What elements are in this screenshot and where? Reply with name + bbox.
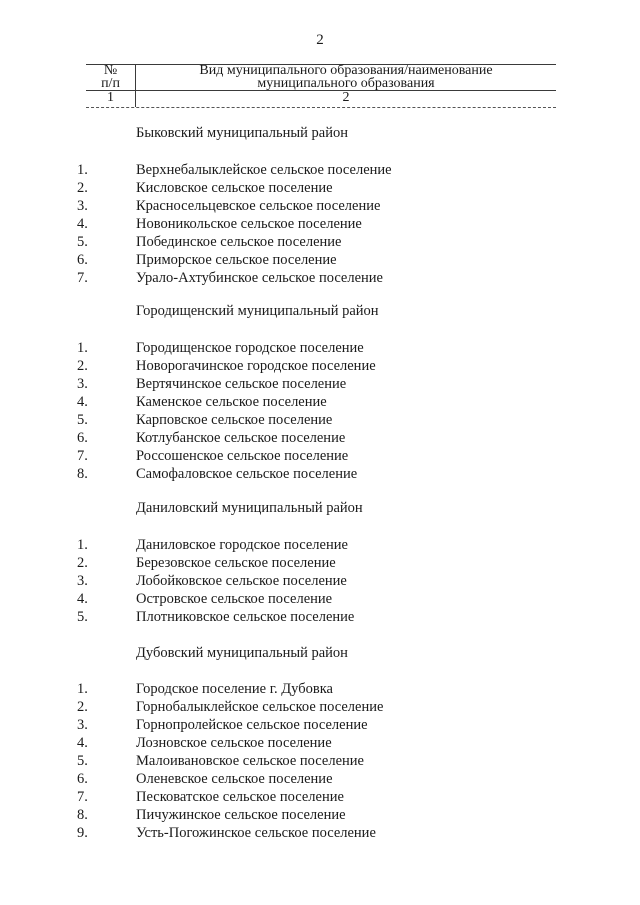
item-number: 4. <box>77 216 88 232</box>
item-number: 3. <box>77 573 88 589</box>
settlement-name: Горнобалыклейское сельское поселение <box>136 699 384 715</box>
item-number: 5. <box>77 412 88 428</box>
settlement-name: Лозновское сельское поселение <box>136 735 332 751</box>
settlement-name: Плотниковское сельское поселение <box>136 609 355 625</box>
header-column-index-1: 1 <box>107 90 114 105</box>
settlement-name: Новорогачинское городское поселение <box>136 358 376 374</box>
item-number: 5. <box>77 753 88 769</box>
settlement-name: Березовское сельское поселение <box>136 555 336 571</box>
item-number: 5. <box>77 234 88 250</box>
item-number: 3. <box>77 198 88 214</box>
item-number: 6. <box>77 252 88 268</box>
item-number: 5. <box>77 609 88 625</box>
item-number: 1. <box>77 537 88 553</box>
item-number: 1. <box>77 340 88 356</box>
settlement-name: Котлубанское сельское поселение <box>136 430 346 446</box>
header-number-line2: п/п <box>101 76 120 91</box>
item-number: 7. <box>77 448 88 464</box>
settlement-name: Новоникольское сельское поселение <box>136 216 362 232</box>
item-number: 3. <box>77 717 88 733</box>
settlement-name: Верхнебалыклейское сельское поселение <box>136 162 392 178</box>
item-number: 2. <box>77 555 88 571</box>
district-title: Дубовский муниципальный район <box>136 645 348 661</box>
settlement-name: Усть-Погожинское сельское поселение <box>136 825 376 841</box>
item-number: 4. <box>77 394 88 410</box>
item-number: 2. <box>77 180 88 196</box>
item-number: 8. <box>77 807 88 823</box>
district-title: Городищенский муниципальный район <box>136 303 379 319</box>
item-number: 4. <box>77 735 88 751</box>
item-number: 9. <box>77 825 88 841</box>
item-number: 8. <box>77 466 88 482</box>
item-number: 3. <box>77 376 88 392</box>
settlement-name: Островское сельское поселение <box>136 591 333 607</box>
settlement-name: Горнопролейское сельское поселение <box>136 717 368 733</box>
item-number: 2. <box>77 358 88 374</box>
item-number: 6. <box>77 430 88 446</box>
settlement-name: Россошенское сельское поселение <box>136 448 349 464</box>
district-title: Даниловский муниципальный район <box>136 500 363 516</box>
header-number-line1: № <box>103 63 118 78</box>
settlement-name: Песковатское сельское поселение <box>136 789 344 805</box>
settlement-name: Вертячинское сельское поселение <box>136 376 347 392</box>
settlement-name: Каменское сельское поселение <box>136 394 327 410</box>
item-number: 6. <box>77 771 88 787</box>
header-bottom-rule <box>86 107 556 108</box>
item-number: 7. <box>77 270 88 286</box>
settlement-name: Малоивановское сельское поселение <box>136 753 364 769</box>
settlement-name: Самофаловское сельское поселение <box>136 466 358 482</box>
settlement-name: Урало-Ахтубинское сельское поселение <box>136 270 383 286</box>
settlement-name: Даниловское городское поселение <box>136 537 348 553</box>
header-name-line1: Вид муниципального образования/наименование <box>199 63 493 78</box>
district-title: Быковский муниципальный район <box>136 125 348 141</box>
header-column-index-2: 2 <box>342 90 350 105</box>
header-number-column <box>86 64 135 90</box>
item-number: 1. <box>77 162 88 178</box>
settlement-name: Лобойковское сельское поселение <box>136 573 347 589</box>
settlement-name: Побединское сельское поселение <box>136 234 342 250</box>
settlement-name: Городское поселение г. Дубовка <box>136 681 333 697</box>
item-number: 7. <box>77 789 88 805</box>
settlement-name: Городищенское городское поселение <box>136 340 364 356</box>
page-number: 2 <box>316 32 324 48</box>
header-name-line2: муниципального образования <box>257 76 435 91</box>
settlement-name: Карповское сельское поселение <box>136 412 333 428</box>
item-number: 1. <box>77 681 88 697</box>
settlement-name: Оленевское сельское поселение <box>136 771 333 787</box>
settlement-name: Пичужинское сельское поселение <box>136 807 346 823</box>
settlement-name: Красносельцевское сельское поселение <box>136 198 381 214</box>
item-number: 2. <box>77 699 88 715</box>
settlement-name: Кисловское сельское поселение <box>136 180 333 196</box>
item-number: 4. <box>77 591 88 607</box>
header-name-column <box>136 64 556 90</box>
settlement-name: Приморское сельское поселение <box>136 252 337 268</box>
